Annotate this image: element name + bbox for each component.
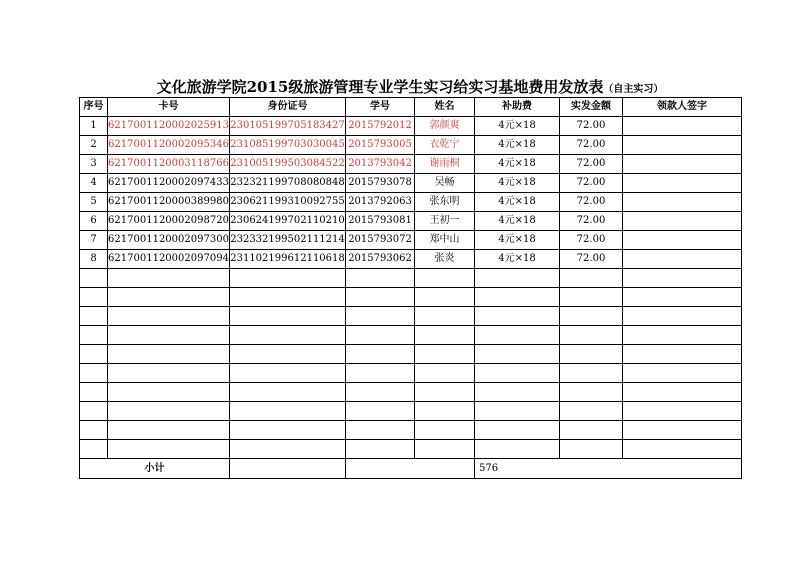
cell-amount: 72.00 — [560, 117, 623, 136]
cell-subsidy: 4元×18 — [475, 231, 560, 250]
cell-signature — [623, 250, 742, 269]
empty-cell — [80, 440, 108, 459]
cell-signature — [623, 231, 742, 250]
empty-cell — [415, 383, 475, 402]
cell-card: 6217001120003118766 — [108, 155, 230, 174]
empty-row — [80, 364, 742, 383]
cell-card: 6217001120002095346 — [108, 136, 230, 155]
empty-cell — [346, 421, 415, 440]
col-header-signature: 领款人签字 — [623, 98, 742, 117]
col-header-subsidy: 补助费 — [475, 98, 560, 117]
subtotal-value: 576 — [475, 459, 742, 479]
cell-name: 张东明 — [415, 193, 475, 212]
cell-id: 231102199612110618 — [230, 250, 346, 269]
empty-row — [80, 307, 742, 326]
cell-card: 6217001120002025913 — [108, 117, 230, 136]
empty-row — [80, 440, 742, 459]
empty-cell — [346, 307, 415, 326]
empty-cell — [415, 364, 475, 383]
empty-cell — [623, 307, 742, 326]
empty-cell — [230, 326, 346, 345]
cell-amount: 72.00 — [560, 250, 623, 269]
empty-cell — [475, 307, 560, 326]
empty-cell — [475, 440, 560, 459]
empty-cell — [560, 421, 623, 440]
empty-cell — [108, 345, 230, 364]
empty-cell — [475, 326, 560, 345]
empty-cell — [560, 307, 623, 326]
empty-cell — [346, 345, 415, 364]
cell-subsidy: 4元×18 — [475, 212, 560, 231]
empty-cell — [623, 326, 742, 345]
empty-cell — [475, 288, 560, 307]
cell-no: 1 — [80, 117, 108, 136]
cell-signature — [623, 117, 742, 136]
cell-id: 232332199502111214 — [230, 231, 346, 250]
empty-cell — [108, 421, 230, 440]
cell-amount: 72.00 — [560, 193, 623, 212]
table-row — [80, 174, 742, 193]
cell-subsidy: 4元×18 — [475, 136, 560, 155]
empty-row — [80, 269, 742, 288]
empty-cell — [560, 440, 623, 459]
cell-student-id: 2015793005 — [346, 136, 415, 155]
empty-cell — [560, 383, 623, 402]
cell-name: 谢雨桐 — [415, 155, 475, 174]
empty-row — [80, 421, 742, 440]
empty-cell — [415, 288, 475, 307]
empty-cell — [475, 421, 560, 440]
empty-cell — [346, 383, 415, 402]
title-suffix: （自主实习） — [603, 84, 664, 95]
header-row — [80, 98, 742, 117]
empty-cell — [560, 288, 623, 307]
cell-subsidy: 4元×18 — [475, 174, 560, 193]
empty-cell — [108, 269, 230, 288]
empty-cell — [230, 269, 346, 288]
empty-row — [80, 326, 742, 345]
empty-cell — [346, 269, 415, 288]
empty-cell — [623, 402, 742, 421]
empty-cell — [415, 440, 475, 459]
table-row — [80, 250, 742, 269]
cell-amount: 72.00 — [560, 231, 623, 250]
empty-cell — [346, 288, 415, 307]
cell-student-id: 2015792012 — [346, 117, 415, 136]
empty-cell — [230, 307, 346, 326]
empty-cell — [346, 326, 415, 345]
cell-card: 6217001120000389980 — [108, 193, 230, 212]
sheet-title — [80, 76, 740, 96]
empty-cell — [230, 440, 346, 459]
empty-cell — [560, 326, 623, 345]
empty-cell — [230, 402, 346, 421]
empty-cell — [475, 402, 560, 421]
cell-name: 郭颜爽 — [415, 117, 475, 136]
table-row — [80, 136, 742, 155]
empty-row — [80, 288, 742, 307]
empty-cell — [346, 402, 415, 421]
cell-subsidy: 4元×18 — [475, 193, 560, 212]
subtotal-blank — [346, 459, 475, 479]
empty-cell — [475, 383, 560, 402]
empty-cell — [108, 364, 230, 383]
cell-id: 230621199310092755 — [230, 193, 346, 212]
cell-amount: 72.00 — [560, 155, 623, 174]
cell-student-id: 2015793081 — [346, 212, 415, 231]
empty-cell — [80, 288, 108, 307]
cell-card: 6217001120002097300 — [108, 231, 230, 250]
cell-no: 8 — [80, 250, 108, 269]
cell-no: 4 — [80, 174, 108, 193]
col-header-student-id: 学号 — [346, 98, 415, 117]
cell-card: 6217001120002097433 — [108, 174, 230, 193]
empty-cell — [623, 421, 742, 440]
empty-cell — [415, 421, 475, 440]
empty-cell — [108, 402, 230, 421]
empty-cell — [80, 383, 108, 402]
empty-cell — [108, 440, 230, 459]
table-row — [80, 193, 742, 212]
cell-name: 吴畅 — [415, 174, 475, 193]
empty-cell — [108, 383, 230, 402]
empty-cell — [623, 345, 742, 364]
empty-cell — [415, 402, 475, 421]
col-header-no: 序号 — [80, 98, 108, 117]
empty-cell — [108, 288, 230, 307]
empty-cell — [560, 269, 623, 288]
empty-cell — [80, 364, 108, 383]
cell-subsidy: 4元×18 — [475, 250, 560, 269]
cell-amount: 72.00 — [560, 212, 623, 231]
cell-subsidy: 4元×18 — [475, 117, 560, 136]
empty-cell — [415, 269, 475, 288]
empty-cell — [475, 345, 560, 364]
cell-card: 6217001120002097094 — [108, 250, 230, 269]
empty-cell — [560, 345, 623, 364]
empty-cell — [475, 269, 560, 288]
cell-id: 231005199503084522 — [230, 155, 346, 174]
cell-student-id: 2015793078 — [346, 174, 415, 193]
empty-cell — [108, 307, 230, 326]
empty-cell — [230, 345, 346, 364]
title-main: 文化旅游学院2015级旅游管理专业学生实习给实习基地费用发放表 — [156, 78, 604, 96]
table-row — [80, 231, 742, 250]
empty-cell — [415, 307, 475, 326]
empty-cell — [230, 288, 346, 307]
empty-row — [80, 345, 742, 364]
cell-name: 王初一 — [415, 212, 475, 231]
empty-cell — [230, 364, 346, 383]
subtotal-label: 小计 — [80, 459, 230, 479]
cell-subsidy: 4元×18 — [475, 155, 560, 174]
cell-no: 6 — [80, 212, 108, 231]
subtotal-blank — [230, 459, 346, 479]
cell-student-id: 2015793062 — [346, 250, 415, 269]
empty-cell — [80, 269, 108, 288]
cell-id: 231085199703030045 — [230, 136, 346, 155]
empty-cell — [80, 326, 108, 345]
empty-cell — [346, 440, 415, 459]
empty-cell — [80, 345, 108, 364]
empty-cell — [623, 440, 742, 459]
cell-signature — [623, 155, 742, 174]
cell-id: 230624199702110210 — [230, 212, 346, 231]
cell-no: 5 — [80, 193, 108, 212]
empty-cell — [80, 402, 108, 421]
cell-no: 7 — [80, 231, 108, 250]
cell-amount: 72.00 — [560, 174, 623, 193]
cell-name: 衣乾宁 — [415, 136, 475, 155]
table-row — [80, 212, 742, 231]
empty-cell — [346, 364, 415, 383]
col-header-name: 姓名 — [415, 98, 475, 117]
cell-name: 郑中山 — [415, 231, 475, 250]
payment-table — [79, 97, 742, 479]
cell-signature — [623, 174, 742, 193]
cell-name: 张炎 — [415, 250, 475, 269]
empty-cell — [80, 421, 108, 440]
empty-cell — [108, 326, 230, 345]
table-row — [80, 117, 742, 136]
cell-student-id: 2015793072 — [346, 231, 415, 250]
cell-id: 230105199705183427 — [230, 117, 346, 136]
empty-row — [80, 383, 742, 402]
empty-cell — [475, 364, 560, 383]
cell-student-id: 2013793042 — [346, 155, 415, 174]
empty-cell — [230, 421, 346, 440]
subtotal-row — [80, 459, 742, 479]
empty-cell — [415, 326, 475, 345]
cell-signature — [623, 193, 742, 212]
empty-cell — [560, 364, 623, 383]
empty-cell — [623, 364, 742, 383]
cell-no: 2 — [80, 136, 108, 155]
cell-student-id: 2013792063 — [346, 193, 415, 212]
cell-amount: 72.00 — [560, 136, 623, 155]
empty-cell — [230, 383, 346, 402]
cell-signature — [623, 212, 742, 231]
empty-cell — [623, 383, 742, 402]
cell-card: 6217001120002098720 — [108, 212, 230, 231]
col-header-card: 卡号 — [108, 98, 230, 117]
empty-cell — [415, 345, 475, 364]
cell-id: 232321199708080848 — [230, 174, 346, 193]
cell-signature — [623, 136, 742, 155]
empty-cell — [623, 269, 742, 288]
table-body — [80, 117, 742, 479]
empty-cell — [80, 307, 108, 326]
empty-cell — [560, 402, 623, 421]
empty-row — [80, 402, 742, 421]
col-header-id: 身份证号 — [230, 98, 346, 117]
table-row — [80, 155, 742, 174]
cell-no: 3 — [80, 155, 108, 174]
col-header-amount: 实发金额 — [560, 98, 623, 117]
empty-cell — [623, 288, 742, 307]
